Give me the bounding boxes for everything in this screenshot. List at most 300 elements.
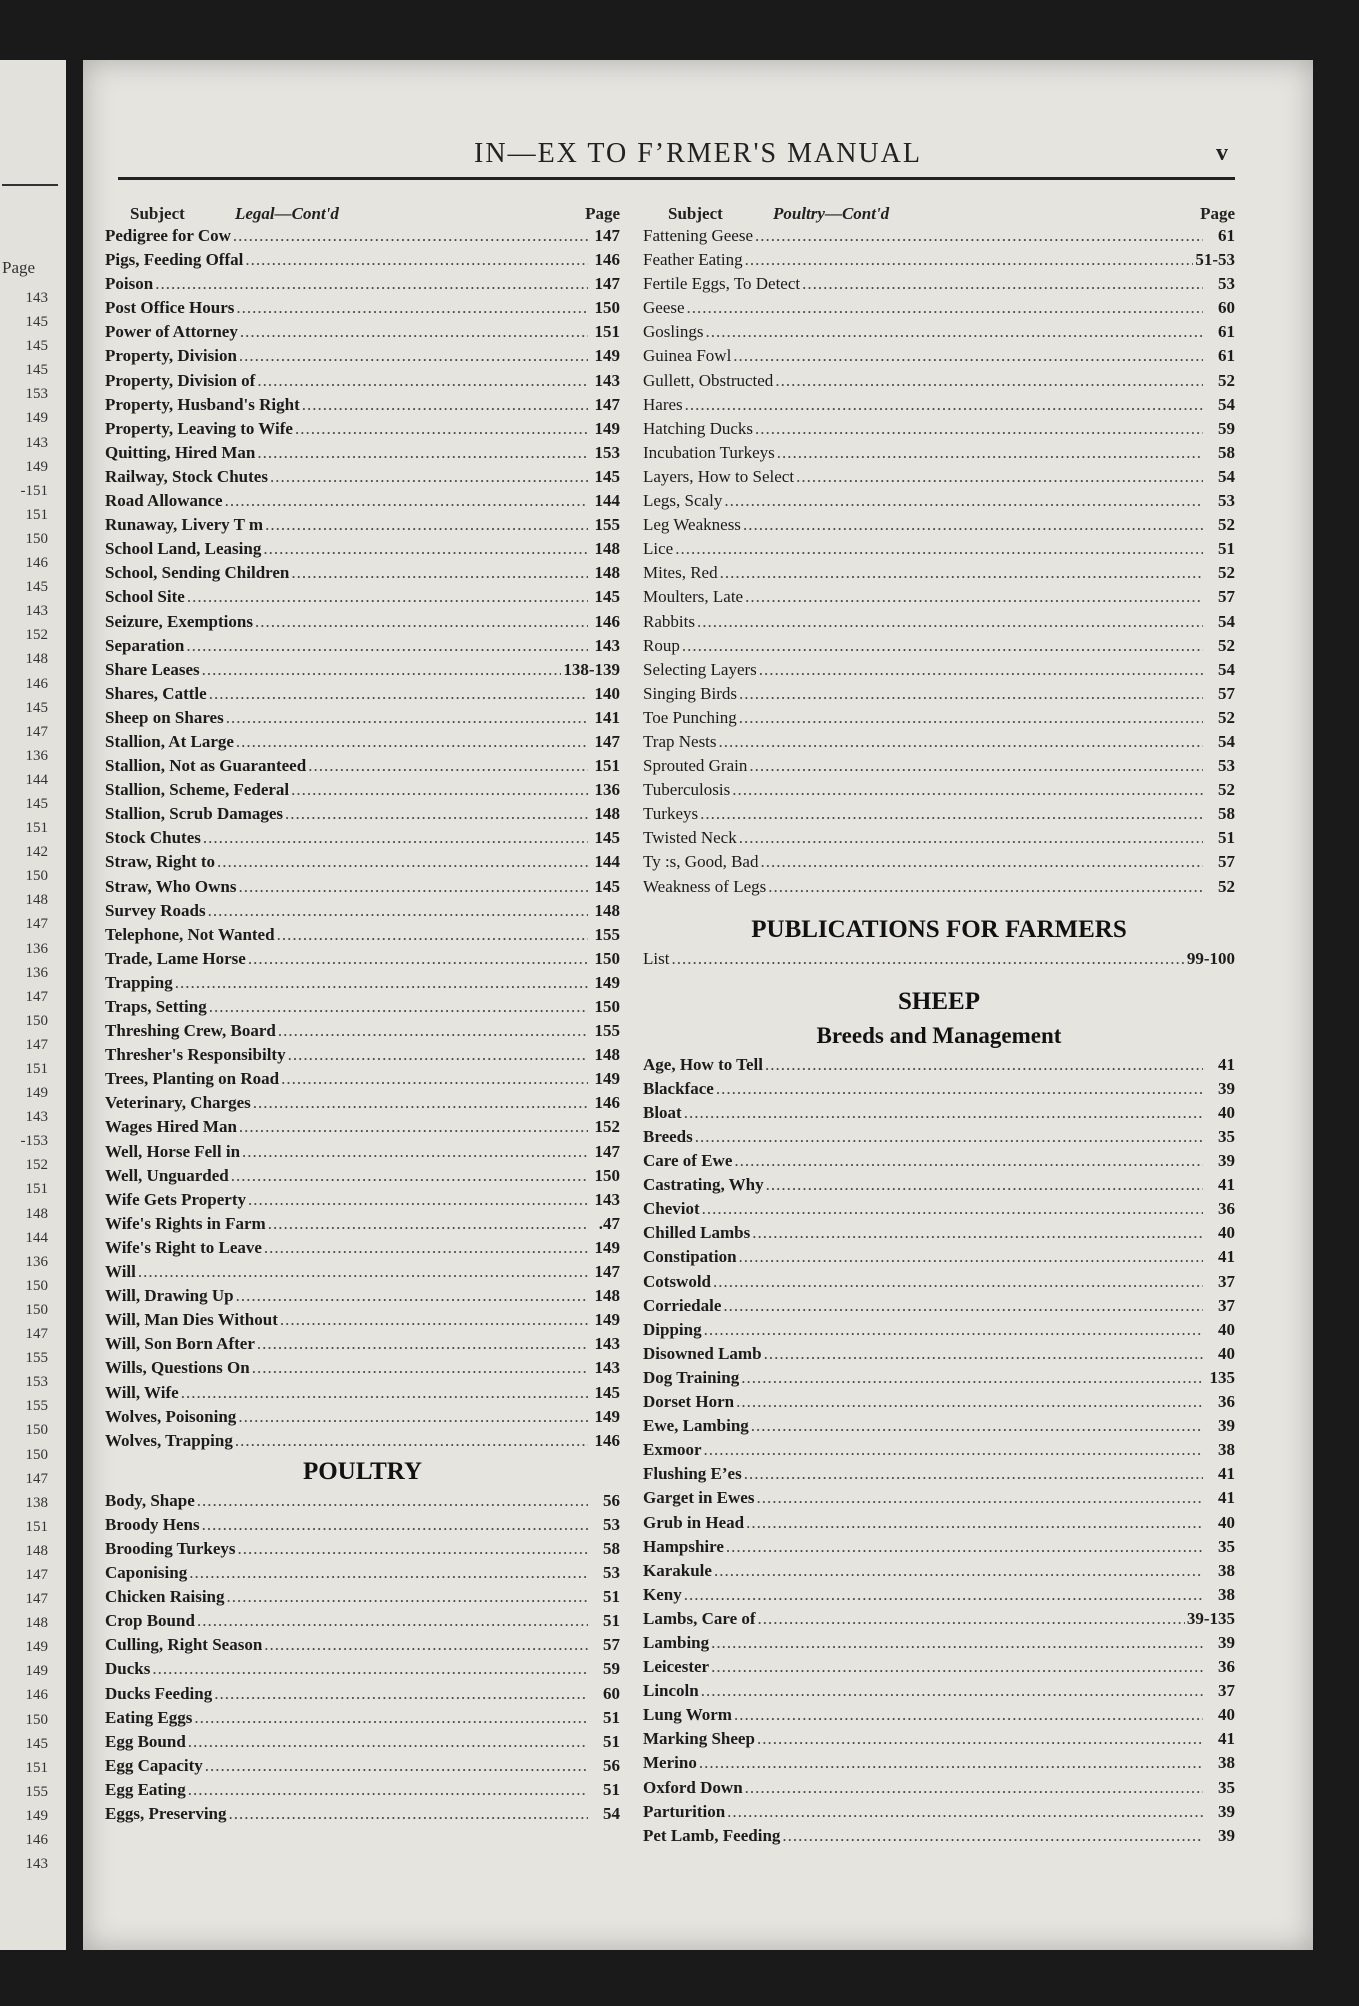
leader-dots [726, 1535, 1203, 1559]
entry-page: 53 [1218, 274, 1235, 294]
entry-subject: Trapping [105, 972, 173, 992]
leader-dots [711, 1631, 1203, 1655]
entry-page: 149 [594, 1406, 620, 1426]
right-column [643, 200, 1235, 1848]
index-entry [105, 441, 620, 465]
leader-dots [684, 1101, 1203, 1125]
entry-subject: Selecting Layers [643, 659, 757, 679]
index-entry [643, 1559, 1235, 1583]
entry-subject: Eating Eggs [105, 1707, 193, 1727]
entry-page: 58 [1218, 804, 1235, 824]
index-entry [105, 344, 620, 368]
leader-dots [242, 1140, 588, 1164]
index-entry [105, 1067, 620, 1091]
leader-dots [253, 1091, 588, 1115]
entry-subject: Wages Hired Man [105, 1117, 237, 1137]
entry-page: 51 [603, 1707, 620, 1727]
entry-subject: Seizure, Exemptions [105, 611, 253, 631]
entry-page: 54 [1218, 731, 1235, 751]
index-entry [643, 826, 1235, 850]
entry-page: 53 [1218, 491, 1235, 511]
leader-dots [756, 1486, 1203, 1510]
entry-subject: Dipping [643, 1319, 702, 1339]
previous-page-number: 144 [25, 1229, 48, 1246]
entry-page: 51 [1218, 828, 1235, 848]
entry-page: 51 [603, 1587, 620, 1607]
leader-dots [746, 1511, 1203, 1535]
index-entry [643, 1703, 1235, 1727]
entry-page: 61 [1218, 346, 1235, 366]
entry-subject: Chicken Raising [105, 1587, 225, 1607]
entry-subject: Straw, Right to [105, 852, 216, 872]
entry-page: 60 [603, 1683, 620, 1703]
index-entry [105, 1115, 620, 1139]
leader-dots [285, 802, 588, 826]
leader-dots [704, 1438, 1203, 1462]
previous-page-number: 145 [25, 338, 48, 355]
entry-subject: Care of Ewe [643, 1151, 733, 1171]
leader-dots [743, 513, 1203, 537]
previous-page-number: 155 [25, 1783, 48, 1800]
entry-subject: Corriedale [643, 1295, 722, 1315]
section-title-publications: PUBLICATIONS FOR FARMERS [751, 915, 1127, 943]
entry-subject: Will, Drawing Up [105, 1286, 234, 1306]
entry-subject: Pet Lamb, Feeding [643, 1825, 781, 1845]
leader-dots [744, 1462, 1203, 1486]
leader-dots [727, 1800, 1203, 1824]
entry-page: 52 [1218, 515, 1235, 535]
previous-page-number: 143 [25, 290, 48, 306]
legal-entries [105, 224, 620, 1453]
index-entry [643, 320, 1235, 344]
entry-subject: Wife's Right to Leave [105, 1237, 262, 1257]
entry-page: 35 [1218, 1127, 1235, 1146]
entry-page: 145 [594, 876, 620, 896]
previous-page-number: 143 [25, 603, 48, 620]
entry-subject: Lambs, Care of [643, 1608, 756, 1628]
previous-page-numbers [2, 286, 62, 1876]
index-entry [105, 634, 620, 658]
previous-page-number: 143 [25, 1109, 48, 1126]
entry-subject: Incubation Turkeys [643, 442, 775, 462]
entry-page: 143 [594, 1358, 620, 1378]
entry-page: 155 [594, 1021, 620, 1041]
entry-page: 36 [1218, 1392, 1235, 1412]
index-entry [105, 1188, 620, 1212]
index-entry [643, 561, 1235, 585]
index-entry [105, 1754, 620, 1778]
previous-page-number: 147 [25, 1470, 48, 1487]
previous-page-number: 152 [25, 627, 48, 644]
previous-page-number: 150 [25, 1422, 48, 1439]
entry-page: 148 [594, 1045, 620, 1065]
leader-dots [702, 1197, 1203, 1221]
entry-subject: Trade, Lame Horse [105, 948, 246, 968]
leader-dots [233, 224, 588, 248]
entry-page: 39 [1218, 1632, 1235, 1652]
entry-subject: Wife Gets Property [105, 1189, 246, 1209]
index-entry [105, 248, 620, 272]
index-entry [105, 730, 620, 754]
index-entry [105, 393, 620, 417]
leader-dots [252, 1356, 588, 1380]
entry-page: 58 [603, 1538, 620, 1558]
entry-subject: Egg Bound [105, 1731, 186, 1751]
leader-dots [238, 1405, 588, 1429]
entry-subject: Property, Husband's Right [105, 394, 300, 414]
index-entry [643, 1727, 1235, 1751]
entry-subject: Karakule [643, 1560, 712, 1580]
index-entry [643, 682, 1235, 706]
leader-dots [257, 369, 588, 393]
leader-dots [705, 320, 1203, 344]
previous-page-number: 145 [25, 314, 48, 331]
previous-page-number: 146 [25, 555, 48, 572]
index-entry [643, 1125, 1235, 1149]
previous-page-number: 151 [25, 1181, 48, 1198]
entry-subject: Grub in Head [643, 1512, 745, 1532]
leader-dots [265, 513, 588, 537]
index-entry [105, 1043, 620, 1067]
index-entry [643, 1751, 1235, 1775]
entry-page: 54 [603, 1804, 620, 1823]
entry-subject: Breeds [643, 1127, 693, 1146]
leader-dots [697, 610, 1203, 634]
previous-page-number: -153 [20, 1133, 48, 1150]
leader-dots [239, 344, 588, 368]
leader-dots [732, 778, 1203, 802]
entry-page: 40 [1218, 1705, 1235, 1725]
entry-subject: Fattening Geese [643, 226, 753, 245]
leader-dots [758, 1607, 1185, 1631]
index-entry [643, 537, 1235, 561]
entry-page: .47 [598, 1213, 620, 1233]
leader-dots [745, 248, 1194, 272]
previous-page-number: 150 [25, 1301, 48, 1318]
index-entry [105, 1212, 620, 1236]
index-entry [105, 971, 620, 995]
previous-page-number: 144 [25, 771, 48, 788]
entry-subject: Sprouted Grain [643, 756, 748, 776]
entry-page: 147 [594, 1141, 620, 1161]
previous-page-number: -151 [20, 482, 48, 499]
entry-page: 148 [594, 804, 620, 824]
entry-page: 40 [1218, 1102, 1235, 1122]
leader-dots [270, 465, 588, 489]
entry-page: 41 [1218, 1054, 1235, 1074]
previous-page-number: 149 [25, 410, 48, 427]
entry-page: 146 [594, 250, 620, 270]
entry-page: 143 [594, 635, 620, 655]
leader-dots [208, 899, 588, 923]
leader-dots [202, 1513, 588, 1537]
leader-dots [295, 417, 588, 441]
entry-subject: Roup [643, 635, 680, 655]
index-entry [105, 1778, 620, 1802]
index-entry [643, 1221, 1235, 1245]
previous-page-number: 145 [25, 795, 48, 812]
entry-page: 39 [1218, 1078, 1235, 1098]
index-entry [105, 875, 620, 899]
leader-dots [197, 1489, 588, 1513]
entry-subject: Eggs, Preserving [105, 1804, 227, 1823]
entry-subject: Veterinary, Charges [105, 1093, 251, 1113]
entry-subject: Will, Wife [105, 1382, 179, 1402]
entry-page: 148 [594, 563, 620, 583]
entry-page: 148 [594, 1286, 620, 1306]
leader-dots [188, 1730, 588, 1754]
leader-dots [760, 850, 1203, 874]
previous-page-number: 148 [25, 892, 48, 909]
index-entry [105, 923, 620, 947]
leader-dots [203, 826, 588, 850]
leader-dots [699, 1751, 1203, 1775]
index-entry [643, 1679, 1235, 1703]
index-entry [643, 610, 1235, 634]
entry-page: 150 [594, 298, 620, 318]
previous-page-number: 150 [25, 868, 48, 885]
leader-dots [739, 826, 1203, 850]
entry-page: 60 [1218, 298, 1235, 318]
entry-subject: Sheep on Shares [105, 707, 224, 727]
entry-subject: Broody Hens [105, 1514, 200, 1534]
entry-page: 143 [594, 370, 620, 390]
index-entry [105, 489, 620, 513]
leader-dots [764, 1342, 1203, 1366]
leader-dots [236, 296, 588, 320]
entry-page: 52 [1218, 563, 1235, 583]
entry-subject: Property, Leaving to Wife [105, 418, 293, 438]
index-entry [105, 1356, 620, 1380]
entry-subject: Tuberculosis [643, 780, 731, 800]
entry-subject: Ty :s, Good, Bad [643, 852, 759, 872]
right-column-header [643, 200, 1235, 224]
entry-page: 41 [1218, 1247, 1235, 1267]
entry-subject: Parturition [643, 1801, 726, 1821]
entry-subject: Poison [105, 274, 154, 294]
entry-page: 153 [594, 442, 620, 462]
entry-subject: Legs, Scaly [643, 491, 723, 511]
entry-subject: Singing Birds [643, 683, 737, 703]
entry-subject: Threshing Crew, Board [105, 1021, 276, 1041]
entry-subject: Traps, Setting [105, 997, 207, 1016]
index-entry [105, 658, 620, 682]
leader-dots [155, 272, 588, 296]
entry-subject: Caponising [105, 1563, 188, 1583]
entry-page: 40 [1218, 1343, 1235, 1363]
previous-page-number: 150 [25, 1711, 48, 1728]
previous-page-number: 147 [25, 723, 48, 740]
entry-page: 38 [1218, 1440, 1235, 1460]
entry-subject: List [643, 948, 670, 968]
entry-page: 61 [1218, 322, 1235, 342]
entry-subject: Weakness of Legs [643, 876, 767, 896]
previous-page-number: 150 [25, 530, 48, 547]
entry-subject: Exmoor [643, 1440, 702, 1460]
entry-subject: Pigs, Feeding Offal [105, 250, 244, 270]
previous-page-number: 146 [25, 1687, 48, 1704]
leader-dots [713, 1270, 1203, 1294]
leader-dots [235, 1429, 588, 1453]
index-entry [105, 272, 620, 296]
entry-page: 146 [594, 1430, 620, 1450]
previous-page-number: 147 [25, 1566, 48, 1583]
previous-page-number: 146 [25, 1832, 48, 1848]
entry-subject: Body, Shape [105, 1490, 195, 1510]
entry-page: 149 [594, 1069, 620, 1089]
entry-page: 41 [1218, 1175, 1235, 1195]
entry-page: 36 [1218, 1657, 1235, 1677]
entry-page: 146 [594, 1093, 620, 1113]
previous-page-number: 147 [25, 1036, 48, 1053]
entry-subject: Mites, Red [643, 563, 718, 583]
entry-subject: Lung Worm [643, 1705, 732, 1725]
leader-dots [802, 272, 1203, 296]
leader-dots [757, 1727, 1203, 1751]
entry-subject: Goslings [643, 322, 704, 342]
leader-dots [704, 1318, 1203, 1342]
index-entry [643, 1583, 1235, 1607]
entry-subject: Hampshire [643, 1536, 724, 1556]
leader-dots [724, 489, 1203, 513]
entry-subject: Moulters, Late [643, 587, 744, 607]
leader-dots [238, 1537, 588, 1561]
previous-page-number: 146 [25, 675, 48, 692]
leader-dots [248, 1188, 588, 1212]
entry-subject: Telephone, Not Wanted [105, 924, 275, 944]
leader-dots [187, 585, 588, 609]
index-entry [643, 417, 1235, 441]
leader-dots [695, 1125, 1203, 1149]
entry-subject: Cheviot [643, 1199, 700, 1219]
entry-subject: Railway, Stock Chutes [105, 466, 268, 486]
leader-dots [749, 754, 1203, 778]
leader-dots [302, 393, 588, 417]
entry-page: 143 [594, 1334, 620, 1354]
leader-dots [745, 1776, 1203, 1800]
leader-dots [291, 778, 588, 802]
entry-page: 58 [1218, 442, 1235, 462]
index-entry [643, 1462, 1235, 1486]
index-entry [643, 802, 1235, 826]
entry-page: 54 [1218, 466, 1235, 486]
entry-page: 54 [1218, 394, 1235, 414]
index-entry [105, 682, 620, 706]
previous-page-number: 149 [25, 458, 48, 475]
entry-page: 57 [1218, 852, 1235, 872]
publications-entries [643, 947, 1235, 971]
index-page [83, 60, 1313, 1950]
previous-page-number: 151 [25, 1518, 48, 1535]
previous-page-number: 148 [25, 1615, 48, 1632]
index-entry [105, 369, 620, 393]
index-entry [643, 1511, 1235, 1535]
index-entry [643, 272, 1235, 296]
previous-page-number: 150 [25, 1446, 48, 1463]
leader-dots [225, 489, 588, 513]
entry-page: 59 [1218, 418, 1235, 438]
previous-page-number: 151 [25, 1061, 48, 1077]
entry-page: 37 [1218, 1681, 1235, 1701]
index-entry [105, 1140, 620, 1164]
index-entry [643, 369, 1235, 393]
index-entry [105, 1633, 620, 1657]
index-entry [643, 754, 1235, 778]
leader-dots [181, 1381, 588, 1405]
leader-dots [734, 1149, 1203, 1173]
entry-subject: Chilled Lambs [643, 1223, 751, 1243]
index-entry [643, 778, 1235, 802]
section-heading: Legal—Cont'd [235, 204, 339, 223]
index-entry [643, 224, 1235, 248]
entry-page: 51 [1218, 539, 1235, 559]
leader-dots [755, 417, 1203, 441]
entry-page: 41 [1218, 1488, 1235, 1508]
previous-page-rule [2, 184, 58, 186]
entry-page: 41 [1218, 1729, 1235, 1749]
leader-dots [209, 995, 588, 1019]
leader-dots [745, 585, 1203, 609]
previous-page-number: 153 [25, 1374, 48, 1391]
index-entry [105, 802, 620, 826]
entry-subject: Trees, Planting on Road [105, 1069, 280, 1089]
leader-dots [723, 1294, 1203, 1318]
leader-dots [189, 1561, 588, 1585]
leader-dots [685, 393, 1203, 417]
entry-subject: Will, Son Born After [105, 1334, 255, 1354]
index-entry [643, 1655, 1235, 1679]
index-entry [643, 344, 1235, 368]
leader-dots [796, 465, 1203, 489]
entry-page: 57 [1218, 683, 1235, 703]
leader-dots [257, 1332, 588, 1356]
entry-page: 149 [594, 346, 620, 366]
entry-subject: Culling, Right Season [105, 1635, 263, 1655]
previous-page-number: 149 [25, 1639, 48, 1656]
entry-page: 136 [594, 780, 620, 800]
entry-subject: Trap Nests [643, 731, 717, 751]
leader-dots [752, 1221, 1203, 1245]
index-entry [643, 947, 1235, 971]
entry-subject: Wife's Rights in Farm [105, 1213, 266, 1233]
leader-dots [236, 730, 588, 754]
leader-dots [700, 802, 1203, 826]
leader-dots [682, 634, 1203, 658]
entry-page: 40 [1218, 1319, 1235, 1339]
index-entry [105, 1381, 620, 1405]
index-entry [105, 1513, 620, 1537]
index-entry [643, 1245, 1235, 1269]
index-entry [105, 778, 620, 802]
index-entry [643, 1318, 1235, 1342]
entry-page: 39-135 [1186, 1608, 1235, 1628]
entry-subject: Rabbits [643, 611, 695, 631]
index-entry [105, 1706, 620, 1730]
entry-subject: Will, Man Dies Without [105, 1310, 278, 1330]
leader-dots [255, 610, 588, 634]
entry-page: 52 [1218, 635, 1235, 655]
entry-subject: Dog Training [643, 1367, 740, 1387]
index-entry [643, 1800, 1235, 1824]
entry-page: 150 [594, 948, 620, 968]
entry-subject: Ducks Feeding [105, 1683, 213, 1703]
entry-page: 38 [1218, 1560, 1235, 1580]
leader-dots [264, 1633, 588, 1657]
leader-dots [214, 1682, 588, 1706]
index-entry [643, 730, 1235, 754]
entry-page: 56 [603, 1490, 620, 1510]
index-entry [105, 224, 620, 248]
